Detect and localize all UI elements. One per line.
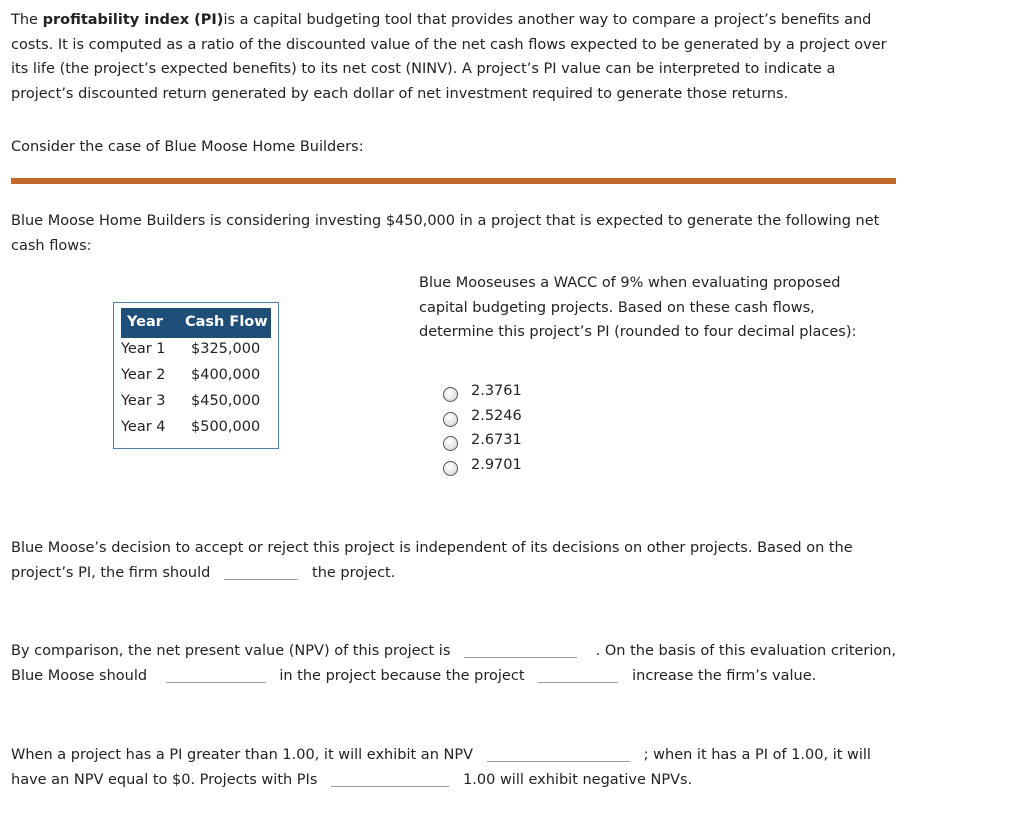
npv-text-1: By comparison, the net present value (NPV) of this project is (11, 643, 451, 659)
intro-rest-line1: is a capital budgeting tool that provides another way to compare a project’s benefits (223, 12, 840, 28)
row-year: Year 2 (121, 367, 166, 383)
row-cash-flow: $450,000 (191, 393, 261, 409)
npv-effect-dropdown[interactable] (538, 666, 618, 683)
option-1[interactable] (443, 383, 563, 407)
npv-question (11, 639, 911, 688)
radio-button[interactable] (443, 412, 458, 427)
pi-rule-text-2: ; when it has a PI of 1.00, it will have an NPV equal to $0. Projects with PIs (11, 747, 871, 788)
table-row (121, 367, 276, 393)
pi-rule-text-3: 1.00 will exhibit negative NPVs. (463, 771, 693, 788)
radio-button[interactable] (443, 387, 458, 402)
decision-text-2: the project. (312, 564, 396, 581)
row-year: Year 4 (121, 419, 166, 435)
option-label: 2.3761 (471, 383, 522, 399)
pi-rule-question (11, 743, 911, 792)
pi-comparison-dropdown[interactable] (331, 770, 449, 787)
option-label: 2.9701 (471, 457, 522, 473)
row-cash-flow: $325,000 (191, 341, 261, 357)
table-header (121, 308, 271, 338)
npv-text-4: increase the firm’s value. (632, 667, 817, 684)
decision-text-1: Blue Moose’s decision to accept or reject this project is independent of its decisions on other projects. Based on the project’s PI, the firm should (11, 540, 853, 581)
header-cash-flow: Cash Flow (185, 314, 268, 330)
npv-value-dropdown[interactable] (464, 641, 577, 658)
row-cash-flow: $500,000 (191, 419, 261, 435)
npv-text-3: in the project because the project (279, 667, 525, 684)
option-label: 2.6731 (471, 432, 522, 448)
radio-button[interactable] (443, 436, 458, 451)
radio-button[interactable] (443, 461, 458, 476)
npv-decision-dropdown[interactable] (166, 666, 266, 683)
intro-paragraph (11, 8, 901, 106)
case-heading: Consider the case of Blue Moose Home Builders: (11, 139, 364, 155)
table-row (121, 393, 276, 419)
intro-rest: and costs. It is computed as a ratio of the discounted value of the net cash flows expected to be generated by a project over its life (the project’s expected benefits) to its net cost (NINV). A project’s PI value can be interpreted to indicate a project’s discounted return generated by each dollar of net investment required to generate those returns. (11, 12, 887, 102)
row-year: Year 1 (121, 341, 166, 357)
scenario-text: Blue Moose Home Builders is considering investing $450,000 in a project that is expected to generate the following net cash flows: (11, 213, 880, 254)
npv-text-2: . On the basis of this evaluation criterion, Blue Moose should (11, 643, 897, 684)
decision-question (11, 536, 911, 585)
npv-sign-dropdown[interactable] (487, 745, 630, 762)
intro-term: profitability index (PI) (42, 12, 224, 28)
table-row (121, 419, 276, 445)
option-3[interactable] (443, 432, 563, 456)
intro-lead: The (11, 12, 43, 28)
pi-question: Blue Mooseuses a WACC of 9% when evaluating proposed capital budgeting projects. Based on these cash flows, determine this project’s PI (rounded to four decimal places): (419, 275, 857, 340)
option-2[interactable] (443, 408, 563, 432)
cash-flow-table (113, 302, 279, 449)
decision-dropdown[interactable] (224, 563, 298, 580)
pi-rule-text-1: When a project has a PI greater than 1.00, it will exhibit an NPV (11, 747, 473, 763)
header-year: Year (127, 314, 163, 330)
option-label: 2.5246 (471, 408, 522, 424)
row-year: Year 3 (121, 393, 166, 409)
row-cash-flow: $400,000 (191, 367, 261, 383)
table-row (121, 341, 276, 367)
option-4[interactable] (443, 457, 563, 481)
section-divider (11, 178, 896, 184)
